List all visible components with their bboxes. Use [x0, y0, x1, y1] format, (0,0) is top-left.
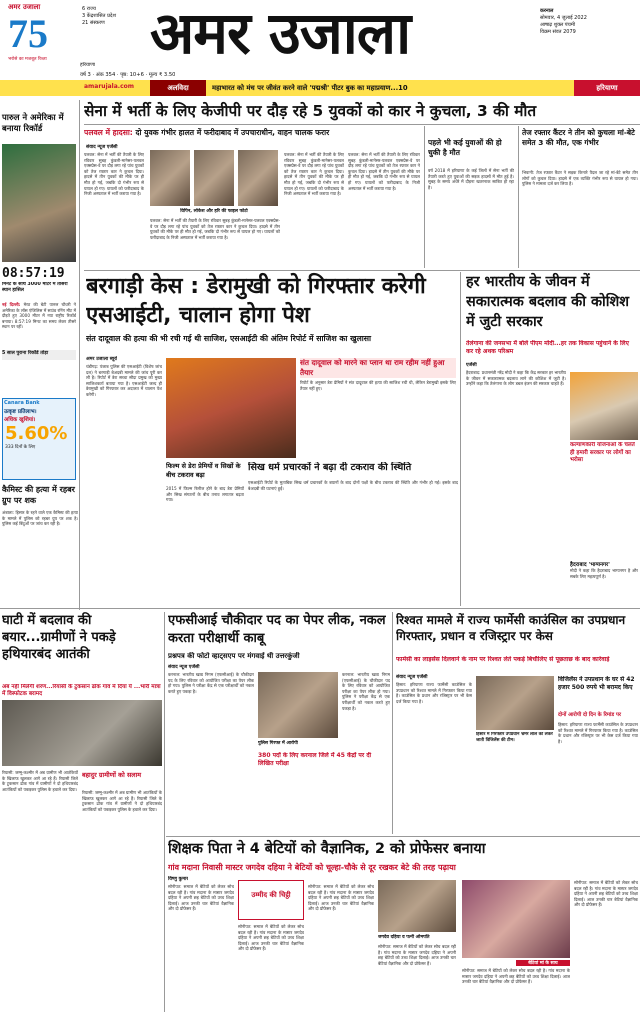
chemist-headline: कैमिस्ट की हत्या में रहबर ग्रुप पर शक — [2, 485, 75, 505]
parul-headline: पारुल ने अमेरिका में बनाया रिकॉर्ड — [2, 112, 64, 133]
ummeed-logo — [238, 880, 304, 920]
victims-caption: विपिन, लोकेश और हरि की फाइल फोटो — [180, 209, 248, 214]
page-meta: वर्ष 3 · अंक 354 · पृष्ठ: 10+6 · मूल्य ₹ 3.50 — [80, 72, 176, 78]
top-subheadline — [84, 126, 464, 140]
samvat: विक्रम संवत 2079 — [540, 29, 576, 35]
side1-body: वर्ष 2018 में हरियाणा के कई जिलों में सेना भर्ती की तैयारी करते हुए युवाओं की सड़क हादसों में मौत हुई है। सुबह के समय अंधेरे में दौड़ना खतरनाक साबित हो रहा है। — [428, 168, 514, 190]
fci-body: करनाल: भारतीय खाद्य निगम (एफसीआई) के चौकीदार पद के लिए रविवार को आयोजित परीक्षा का पेपर लीक हो गया। पुलिस ने परीक्षा केंद्र से एक परीक्षार्थी को नकल करते हुए पकड़ा है। — [168, 672, 254, 694]
parents-caption: जगदेव दहिया व पत्नी ओमपति — [378, 935, 430, 940]
fci-subheadline: प्रश्नपत्र की फोटो व्हाट्सएप पर मंगवाई थी उत्तरकुंजी — [168, 652, 300, 660]
top-body: पलवल: सेना में भर्ती की तैयारी के लिए रविवार सुबह कुंडली-मानेसर-पलवल एक्सप्रेस-वे पर दौड़ लगा रहे पांच युवकों को तेज रफ्तार कार ने कुचल दिया। हादसे में तीन युवकों की मौके पर ही मौत हो गई, जबकि दो गंभीर रूप से घायल हो गए। घायलों को फरीदाबाद के निजी अस्पताल में भर्ती कराया गया है। — [84, 152, 144, 197]
fci-headline: एफसीआई चौकीदार पद का पेपर लीक, नकल करता परीक्षार्थी काबू — [168, 613, 386, 646]
ad-bank: Canara Bank — [4, 400, 40, 406]
govt-box-body: मोदी ने कहा कि हैदराबाद भाग्यनगर है और सबके लिए महत्वपूर्ण है। — [570, 568, 638, 579]
bribe-byline: संवाद न्यूज एजेंसी — [396, 675, 428, 680]
victim-photo-3 — [238, 150, 278, 206]
canara-ad — [2, 398, 76, 480]
ad-line1: उत्कृष्ट प्रतिलाभ। — [4, 409, 37, 415]
govt-body: हैदराबाद: प्रधानमंत्री नरेंद्र मोदी ने कहा कि केंद्र सरकार हर भारतीय के जीवन में सकारात्मक बदलाव लाने की कोशिश में जुटी है। उन्होंने कहा कि तेलंगाना के लोग डबल इंजन की सरकार चाहते हैं। — [466, 370, 566, 387]
lead-subheadline: संत दादूवाल की हत्या की भी रची गई थी साजिश, एसआईटी की अंतिम रिपोर्ट में साजिश का खुलासा — [86, 334, 372, 343]
bottom-byline: विष्णु कुमार — [168, 877, 189, 882]
top-body-col4: पलवल: सेना में भर्ती की तैयारी के लिए रविवार सुबह कुंडली-मानेसर-पलवल एक्सप्रेस-वे पर दौड़ लगा रहे पांच युवकों को तेज रफ्तार कार ने कुचल दिया। हादसे में तीन युवकों की मौके पर ही मौत हो गई, जबकि दो गंभीर रूप से घायल हो गए। घायलों को फरीदाबाद के निजी अस्पताल में भर्ती कराया गया है। — [348, 152, 420, 191]
deramukhi-photo — [166, 358, 296, 458]
top-body-cont: पलवल: सेना में भर्ती की तैयारी के लिए रविवार सुबह कुंडली-मानेसर-पलवल एक्सप्रेस-वे पर दौड़ लगा रहे पांच युवकों को तेज रफ्तार कार ने कुचल दिया। हादसे में तीन युवकों की मौके पर ही मौत हो गई, जबकि दो गंभीर रूप से घायल हो गए। घायलों को फरीदाबाद के निजी अस्पताल में भर्ती कराया गया है। — [150, 218, 280, 240]
govt-box-headline: हैदराबाद 'भाग्यनगर' — [570, 562, 610, 568]
lead-headline: बरगाड़ी केस : डेरामुखी को गिरफ्तार करेगी एसआईटी, चालान होगा पेश — [86, 274, 426, 328]
edition-label: हरियाणा — [80, 62, 96, 68]
side1-headline: पहले भी कई युवाओं की हो चुकी है मौत — [428, 138, 502, 157]
record-bullet: 5 साल पुराना रिकॉर्ड तोड़ा — [2, 350, 76, 360]
lead-photo-headline: संत दादूवाल को मारने का प्लान था राम रहीम नहीं हुआ तैयार — [300, 358, 456, 378]
feature-item: 21 संस्करण — [82, 20, 105, 26]
govt-photo-caption: कल्याणकारी योजनाओं के चलते ही हमारी सरकार पर लोगों का भरोसा — [570, 442, 635, 463]
govt-subheadline: तेलंगाना की जनसभा में बोले पीएम मोदी...हर तक विकास पहुंचाने के लिए कर रहे अथक परिश्रम — [466, 340, 629, 355]
lead-box2-body: एसआईटी रिपोर्ट के मुताबिक सिख धर्म प्रचारकों के बयानों के बाद दोनों पक्षों के बीच टकराव की स्थिति और गंभीर हो गई। इसके बाद बेअदबी की घटनाएं हुईं। — [248, 480, 458, 491]
bribe-body-cont: हिसार: हरियाणा राज्य फार्मेसी काउंसिल के उपप्रधान को रिश्वत मामले में गिरफ्तार किया गया है। काउंसिल के प्रधान और रजिस्ट्रार पर भी केस दर्ज किया गया है। — [558, 722, 638, 744]
kashmir-photo — [2, 700, 162, 766]
record-time: 08:57:19 — [2, 266, 65, 281]
bottom-subheadline: गांव मदाना निवासी मास्टर जगदेव दहिया ने बेटियों को चूल्हा-चौके से दूर रखकर बेटे की तरह पढ़ाया — [168, 863, 456, 872]
lead-byline: अमर उजाला ब्यूरो — [86, 357, 118, 362]
bribe-photo-caption: हिसार में गिरफ्तार उपप्रधान भ्रमर लाल को लेकर जाती विजिलेंस की टीम। — [476, 732, 553, 743]
bottom-body-cont: सोनीपत: समाज में बेटियों को लेकर सोच बदल रही है। गांव मदाना के मास्टर जगदेव दहिया ने अपनी छह बेटियों को उच्च शिक्षा दिलाई। आज उनकी चार बेटियां वैज्ञानिक और दो प्रोफेसर हैं। — [238, 924, 304, 952]
anniversary-logo — [8, 3, 66, 75]
kashmir-body: रियासी: जम्मू-कश्मीर में अब ग्रामीण भी आतंकियों के खिलाफ खुलकर आगे आ रहे हैं। रियासी जिले के टुकसान ढोक गांव में ग्रामीणों ने दो हथियारबंद आतंकियों को पकड़कर पुलिस के हवाले कर दिया। — [2, 770, 78, 792]
bribe-headline: रिश्वत मामले में राज्य फार्मेसी काउंसिल का उपप्रधान गिरफ्तार, प्रधान व रजिस्ट्रार पर केस — [396, 613, 626, 643]
ad-rate: 5.60% — [5, 423, 68, 444]
govt-headline: हर भारतीय के जीवन में सकारात्मक बदलाव की कोशिश में जुटी सरकार — [466, 274, 630, 330]
bottom-body: सोनीपत: समाज में बेटियों को लेकर सोच बदल रही है। गांव मदाना के मास्टर जगदेव दहिया ने अपनी छह बेटियों को उच्च शिक्षा दिलाई। आज उनकी चार बेटियां वैज्ञानिक और दो प्रोफेसर हैं। — [168, 884, 234, 912]
lead-divider — [460, 272, 461, 606]
bottom-body-col3: सोनीपत: समाज में बेटियों को लेकर सोच बदल रही है। गांव मदाना के मास्टर जगदेव दहिया ने अपनी छह बेटियों को उच्च शिक्षा दिलाई। आज उनकी चार बेटियां वैज्ञानिक और दो प्रोफेसर हैं। — [308, 884, 374, 912]
fci-box: 380 पदों के लिए करनाल जिले में 45 केंद्रों पर दी लिखित परीक्षा — [258, 752, 372, 767]
lead-photo-body: रिपोर्ट के अनुसार डेरा प्रेमियों ने संत दादूवाल की हत्या की साजिश रची थी, लेकिन डेरामुखी इसके लिए तैयार नहीं हुए। — [300, 380, 456, 391]
region-badge[interactable]: हरियाणा — [574, 80, 640, 96]
anniversary-number: 75 — [8, 11, 48, 56]
feature-item: 3 केंद्रशासित प्रदेश — [82, 13, 116, 19]
fci-photo — [258, 672, 338, 738]
side2-divider — [518, 126, 519, 268]
side2-body: भिवानी: तेज रफ्तार कैंटर ने सड़क किनारे पैदल जा रहे मां-बेटे समेत तीन लोगों को कुचल दिया। हादसे में एक व्यक्ति गंभीर रूप से घायल हो गया। पुलिस ने मामला दर्ज कर लिया है। — [522, 170, 638, 187]
left-column — [0, 100, 78, 606]
kashmir-box: बहादुर ग्रामीणों को सलाम — [82, 771, 142, 779]
lead-body: चंडीगढ़: पंजाब पुलिस की एसआईटी (विशेष जांच दल) ने बरगाड़ी बेअदबी मामले की जांच पूरी कर ली है। रिपोर्ट में डेरा सच्चा सौदा प्रमुख को मुख्य साजिशकर्ता बताया गया है। एसआईटी जल्द ही डेरामुखी को गिरफ्तार कर अदालत में चालान पेश करेगी। — [86, 364, 162, 397]
dateline: नई दिल्ली: — [2, 302, 21, 307]
victim-photo-1 — [150, 150, 190, 206]
bottom-body-col5: सोनीपत: समाज में बेटियों को लेकर सोच बदल रही है। गांव मदाना के मास्टर जगदेव दहिया ने अपनी छह बेटियों को उच्च शिक्षा दिलाई। आज उनकी चार बेटियां वैज्ञानिक और दो प्रोफेसर हैं। — [462, 968, 570, 985]
kashmir-divider — [164, 612, 165, 1012]
lead-box2-headline: सिख धर्म प्रचारकों ने बढ़ा दी टकराव की स्थिति — [248, 462, 412, 473]
record-caption: मिनट के साथ 3000 मीटर में तीसरा स्थान हासिल — [2, 282, 68, 293]
date: सोमवार, 4 जुलाई 2022 — [540, 15, 587, 21]
pm-photo — [570, 372, 638, 440]
parents-photo — [378, 880, 456, 932]
brand-small: अमर उजाला — [8, 3, 41, 11]
parul-body-text: मेरठ की बेटी पारुल चौधरी ने अमेरिका के लॉस एंजिलिस में साउंड रनिंग मीट में दौड़ते हुए 3000 मीटर में नया राष्ट्रीय रिकॉर्ड बनाया। 8:57:19 मिनट का समय लेकर तीसरे स्थान पर रहीं। — [2, 302, 76, 330]
ummeed-logo-text: उम्मीद की चिट्ठी — [251, 891, 291, 899]
top-byline: संवाद न्यूज एजेंसी — [86, 145, 118, 150]
top-body-col3: पलवल: सेना में भर्ती की तैयारी के लिए रविवार सुबह कुंडली-मानेसर-पलवल एक्सप्रेस-वे पर दौड़ लगा रहे पांच युवकों को तेज रफ्तार कार ने कुचल दिया। हादसे में तीन युवकों की मौके पर ही मौत हो गई, जबकि दो गंभीर रूप से घायल हो गए। घायलों को फरीदाबाद के निजी अस्पताल में भर्ती कराया गया है। — [284, 152, 344, 197]
anniversary-tag: भरोसे का मजबूत रिश्ता — [8, 57, 47, 62]
top-headline: सेना में भर्ती के लिए केजीपी पर दौड़ रहे 5 युवकों को कार ने कुचला, 3 की मौत — [84, 102, 537, 120]
lead-box1-body: 2015 में फिल्म रिलीज होने के बाद डेरा प्रेमियों और सिख संगठनों के बीच तनाव लगातार बढ़ता गया। — [166, 486, 244, 503]
fci-photo-caption: पुलिस गिरफ्त में आरोपी — [258, 741, 298, 746]
side2-headline: तेज रफ्तार कैंटर ने तीन को कुचला मां-बेटे समेत 3 की मौत, एक गंभीर — [522, 128, 635, 147]
kashmir-body-cont: रियासी: जम्मू-कश्मीर में अब ग्रामीण भी आतंकियों के खिलाफ खुलकर आगे आ रहे हैं। रियासी जिले के टुकसान ढोक गांव में ग्रामीणों ने दो हथियारबंद आतंकियों को पकड़कर पुलिस के हवाले कर दिया। — [82, 790, 162, 812]
chemist-body: अंबाला: हिसार के रहने वाले एक कैमिस्ट की हत्या के मामले में पुलिस को रहबर ग्रुप पर शक है। पुलिस कई बिंदुओं पर जांच कर रही है। — [2, 510, 78, 527]
side1-divider — [424, 126, 425, 268]
feature-item: 6 राज्य — [82, 6, 96, 12]
bribe-box-headline: विजिलेंस ने उपप्रधान के घर से 42 हजार 500 रुपये भी बरामद किए — [558, 676, 635, 691]
top-sub-label: पलवल में हादसा: — [84, 128, 133, 137]
fci-divider — [392, 612, 393, 834]
victim-photo-2 — [194, 150, 234, 206]
nav-ticker[interactable]: महाभारत को मंच पर जीवंत करने वाले 'पद्मश्री' पीटर बुक का महाप्रयाण...10 — [212, 84, 408, 92]
kashmir-subheadline: अब नहीं मिलेगी शरण...रियासी के टुकसान ढोक गांव में दिया ये ...भारी मात्रा में विस्फोटक बरामद — [2, 684, 161, 697]
goodbye-tag: अलविदा — [150, 80, 206, 96]
daughters-caption: बेटियां मां के साथ — [516, 960, 570, 966]
ad-days: 333 दिनों के लिए — [5, 445, 36, 450]
mid-rule — [0, 608, 640, 609]
bribe-subheadline: फार्मेसी का लाइसेंस दिलवाने के नाम पर रिश्वत लेते पकड़े बिचौलिए से पूछताछ के बाद कार्रवाई — [396, 656, 610, 663]
bottom-headline: शिक्षक पिता ने 4 बेटियों को वैज्ञानिक, 2 को प्रोफेसर बनाया — [168, 841, 486, 857]
bottom-body-col4: सोनीपत: समाज में बेटियों को लेकर सोच बदल रही है। गांव मदाना के मास्टर जगदेव दहिया ने अपनी छह बेटियों को उच्च शिक्षा दिलाई। आज उनकी चार बेटियां वैज्ञानिक और दो प्रोफेसर हैं। — [378, 944, 456, 966]
kashmir-headline: घाटी में बदलाव की बयार...ग्रामीणों ने पकड़े हथियारबंद आतंकी — [2, 613, 116, 662]
bribe-box-sub: दोनों आरोपी दो दिन के रिमांड पर — [558, 712, 622, 718]
ad-line2: अधिक खुशियां। — [4, 417, 36, 423]
masthead — [0, 0, 640, 80]
top-story-rule — [84, 270, 640, 271]
dateline-box — [540, 8, 636, 68]
parul-photo — [2, 144, 76, 262]
city: करनाल — [540, 8, 554, 14]
daughters-photo — [462, 880, 570, 958]
lead-box1-headline: फिल्म से डेरा प्रेमियों व सिखों के बीच टकराव बढ़ा — [166, 462, 241, 479]
top-rule — [84, 124, 640, 125]
bribe-photo — [476, 676, 554, 730]
bottom-rule — [166, 836, 640, 837]
bottom-body-col6: सोनीपत: समाज में बेटियों को लेकर सोच बदल रही है। गांव मदाना के मास्टर जगदेव दहिया ने अपनी छह बेटियों को उच्च शिक्षा दिलाई। आज उनकी चार बेटियां वैज्ञानिक और दो प्रोफेसर हैं। — [574, 880, 638, 908]
left-divider — [79, 100, 80, 610]
govt-byline: एजेंसी — [466, 363, 477, 368]
nav-strip — [0, 80, 640, 96]
features-list — [82, 6, 142, 36]
site-link[interactable]: amarujala.com — [84, 83, 135, 90]
bribe-body: हिसार: हरियाणा राज्य फार्मेसी काउंसिल के उपप्रधान को रिश्वत मामले में गिरफ्तार किया गया है। काउंसिल के प्रधान और रजिस्ट्रार पर भी केस दर्ज किया गया है। — [396, 682, 472, 704]
date-lunar: आषाढ़ शुक्ल पंचमी — [540, 22, 576, 28]
fci-byline: संवाद न्यूज एजेंसी — [168, 665, 200, 670]
top-sub-text: दो युवक गंभीर हालत में फरीदाबाद में उपचाराधीन, वाहन चालक फरार — [135, 128, 330, 137]
fci-body-cont: करनाल: भारतीय खाद्य निगम (एफसीआई) के चौकीदार पद के लिए रविवार को आयोजित परीक्षा का पेपर लीक हो गया। पुलिस ने परीक्षा केंद्र से एक परीक्षार्थी को नकल करते हुए पकड़ा है। — [342, 672, 390, 711]
newspaper-title: अमर उजाला — [150, 0, 411, 66]
